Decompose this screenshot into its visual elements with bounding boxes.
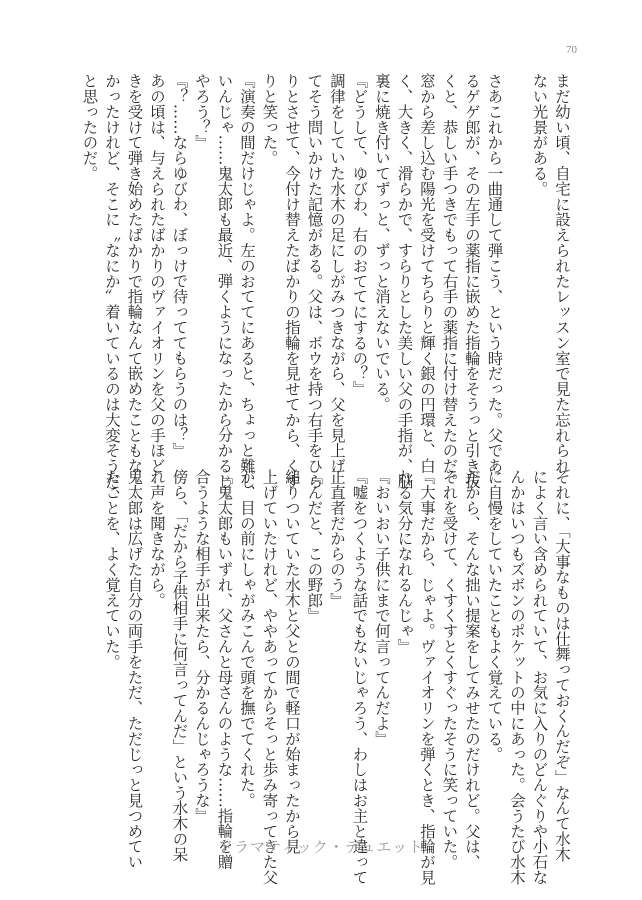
text-line: あの頃は、与えられたばかりのヴァイオリンを父の手ほど [148,73,166,474]
text-line: やろう？』 [193,73,211,150]
text-line: によく言い含められていて、お気に入りのどんぐりや小石な [530,469,549,885]
text-line: かったけれど、そこに〝なにか〟着いているのは大変そうだ、 [103,73,121,505]
text-line: りと笑った。 [260,73,279,166]
text-line: きを受けて弾き始めたばかりで指輪なんて嵌めたこともな [125,73,144,474]
text-line: 正直者だからのう』 [328,469,346,608]
text-line: 『大事だから、じゃよ。ヴァイオリンを弾くとき、指輪が見 [418,469,436,885]
text-line: 『んだと、この野郎』 [305,469,324,623]
text-line: が、目の前にしゃがみこんで頭を撫でてくれた。 [238,469,256,808]
text-line: ない光景がある。 [530,73,549,197]
text-line: 鬼太郎は広げた自分の両手をただ、ただじっと見つめてい [125,469,144,870]
text-line: に自慢をしていたこともよく覚えている。 [485,469,504,762]
text-line: 『嘘をつくような話でもないじゃろう、わしはお主と違って [350,469,369,885]
text-line: それに、「大事なものは仕舞っておくんだぞ」なんて水木 [553,469,571,862]
text-line: それを受けて、くすくすとくすぐったそうに笑っていた。 [440,469,459,870]
text-line: 『どうして、ゆびわ、右のおててにするの？』 [350,73,369,397]
text-line: 窓から差し込む陽光を受けてちらりと輝く銀の円環と、白 [418,73,436,474]
text-line: と思ったのだ。 [80,73,99,181]
text-line: 合うような相手が出来たら、分かるんじゃろうな』 [193,469,211,824]
text-line: 調律をしていた水木の足にしがみつきながら、父を見上げ [328,73,346,474]
text-line: 縋りついていた水木と父との間で軽口が始まったから見 [283,469,301,854]
text-line: だから、そんな拙い提案をしてみせたのだけれど。父は、 [463,469,481,870]
text-line: まだ幼い頃、自宅に設えられたレッスン室で見た忘れられ [553,73,571,474]
text-line: く、大きく、滑らかで、すらりとした美しい父の手指が、脳 [395,73,414,489]
text-line: 裏に焼き付いてずっと、ずっと消えないでいる。 [373,73,391,412]
text-line: 『おいおい子供にまで何言ってんだよ』 [373,469,391,747]
text-line: 『演奏の間だけじゃよ。左のおててにあると、ちょっと難し [238,73,256,489]
text-line: 『鬼太郎もいずれ、父さんと母さんのような……指輪を贈 [215,469,234,870]
text-line: りとさせて、今付け替えたばかりの指輪を見せてから、くす [283,73,301,489]
text-line: んかはいつもズボンのポケットの中にあった。会うたび水木 [508,469,526,885]
footer-title: ドラマティック・デュエット [217,838,425,856]
text-line: てそう問いかけた記憶がある。父は、ボウを持つ右手をひら [305,73,324,489]
text-line: いんじゃ……鬼太郎も最近、弾くようになったから分かるじ [215,73,234,489]
text-line: 上げていたけれど、ややあってからそっと歩み寄ってきた父 [260,469,279,885]
text-line: れ声を聞きながら。 [148,469,166,608]
page-number: 70 [566,44,577,56]
text-line: るゲゲ郎が、その左手の薬指に嵌めた指輪をそうっと引き抜 [463,73,481,489]
text-line [506,73,529,459]
text-line: さあこれから一曲通して弾こう、という時だった。父であ [485,73,504,474]
text-block-top [80,73,573,505]
text-line: たことを、よく覚えていた。 [103,469,121,670]
text-line: 『？……ならゆびわ、ぼっけで待っててもらうのは？』 [170,73,189,458]
text-line: くと、恭しい手つきでもって右手の薬指に付け替えたのだ。 [440,73,459,489]
text-line: れる気分になれるんじゃ』 [395,469,414,654]
text-line: 傍ら、「だから子供相手に何言ってんだ」という水木の呆 [170,469,189,862]
